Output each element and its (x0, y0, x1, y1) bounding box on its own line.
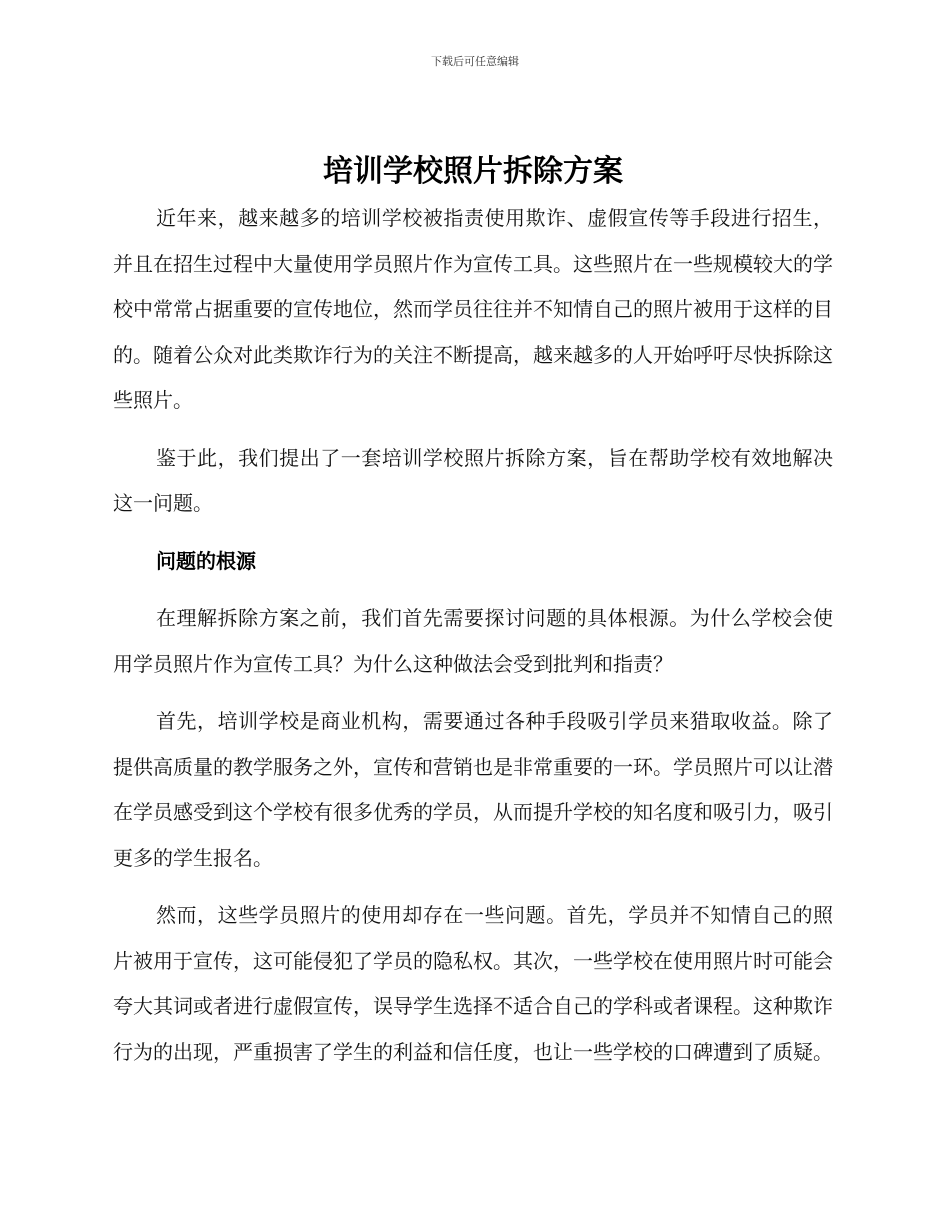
page-header-note: 下载后可任意编辑 (431, 55, 519, 68)
paragraph-proposal: 鉴于此，我们提出了一套培训学校照片拆除方案，旨在帮助学校有效地解决这一问题。 (113, 445, 833, 515)
paragraph-business-reason: 首先，培训学校是商业机构，需要通过各种手段吸引学员来猎取收益。除了提供高质量的教学服务之外，宣传和营销也是非常重要的一环。学员照片可以让潜在学员感受到这个学校有很多优秀的学员，从而提升学校的知名度和吸引力，吸引更多的学生报名。 (113, 709, 833, 870)
paragraph-root-question: 在理解拆除方案之前，我们首先需要探讨问题的具体根源。为什么学校会使用学员照片作为宣传工具？为什么这种做法会受到批判和指责？ (113, 606, 833, 676)
paragraph-problems: 然而，这些学员照片的使用却存在一些问题。首先，学员并不知情自己的照片被用于宣传，这可能侵犯了学员的隐私权。其次，一些学校在使用照片时可能会夸大其词或者进行虚假宣传，误导学生选择不适合自己的学科或者课程。这种欺诈行为的出现，严重损害了学生的利益和信任度，也让一些学校的口碑遭到了质疑。 (113, 903, 833, 1064)
document-title: 培训学校照片拆除方案 (323, 154, 623, 189)
document-body (113, 150, 833, 1087)
section-heading: 问题的根源 (156, 548, 256, 573)
paragraph-intro: 近年来，越来越多的培训学校被指责使用欺诈、虚假宣传等手段进行招生，并且在招生过程中大量使用学员照片作为宣传工具。这些照片在一些规模较大的学校中常常占据重要的宣传地位，然而学员往往并不知情自己的照片被用于这样的目的。随着公众对此类欺诈行为的关注不断提高，越来越多的人开始呼吁尽快拆除这些照片。 (113, 206, 833, 412)
